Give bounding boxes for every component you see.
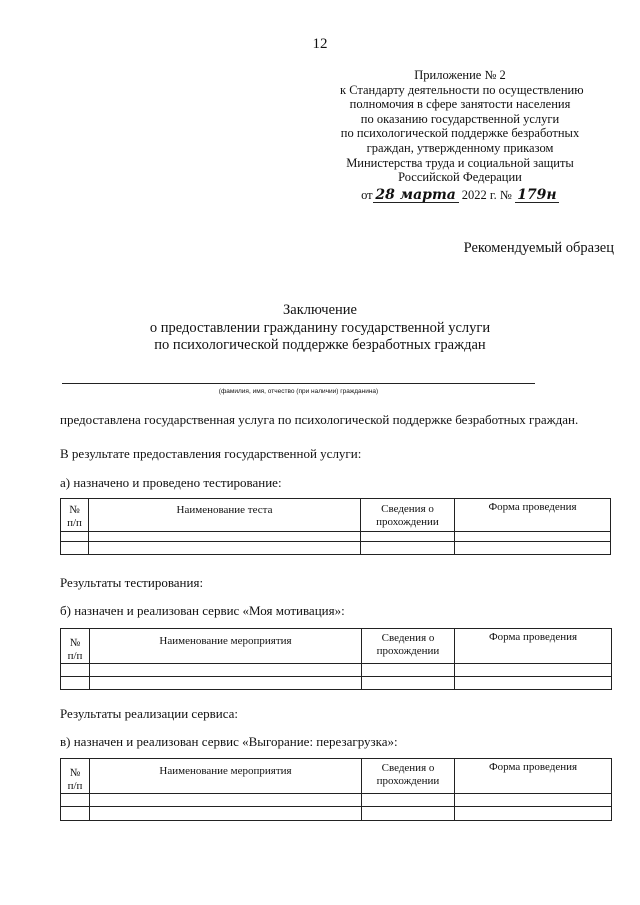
table-header-row (61, 499, 611, 532)
col-info-label: Сведения о (381, 503, 434, 515)
table-cell[interactable] (90, 664, 362, 677)
appendix-line: по оказанию государственной услуги (360, 111, 560, 126)
citizen-name-caption: (фамилия, имя, отчество (при наличии) гражданина) (218, 388, 379, 395)
title-line: Заключение (283, 302, 357, 318)
table-cell[interactable] (90, 807, 362, 821)
table-row (61, 794, 612, 807)
table-cell[interactable] (362, 664, 455, 677)
col-info-label: прохождении (376, 516, 439, 528)
burnout-table (60, 758, 612, 821)
order-from: от (361, 187, 373, 202)
col-number-header (61, 759, 90, 794)
col-info-label: прохождении (376, 645, 440, 657)
table-row (61, 677, 612, 690)
table-cell[interactable] (90, 794, 362, 807)
appendix-line: Министерства труда и социальной защиты (346, 155, 574, 170)
table-header-row (61, 629, 612, 664)
appendix-line: по психологической поддержке безработных (340, 126, 580, 141)
appendix-line: Приложение № 2 (414, 68, 506, 82)
table-header-row (61, 759, 612, 794)
table-cell[interactable] (89, 542, 361, 555)
appendix-line: Российской Федерации (398, 170, 522, 185)
order-number-handwritten: 179н (515, 188, 559, 203)
table-cell[interactable] (362, 807, 455, 821)
col-info-label: Сведения о (381, 632, 435, 644)
col-form-header: Форма проведения (455, 629, 612, 664)
title-line: по психологической поддержке безработных граждан (154, 337, 486, 353)
col-name-header: Наименование теста (89, 499, 361, 532)
appendix-line: полномочия в сфере занятости населения (349, 97, 571, 112)
col-number-label: п/п (67, 650, 83, 662)
table-cell[interactable] (90, 677, 362, 690)
table-cell[interactable] (61, 807, 90, 821)
table-cell[interactable] (61, 794, 90, 807)
col-info-header (361, 499, 455, 532)
table-cell[interactable] (455, 542, 611, 555)
recommended-sample: Рекомендуемый образец (463, 240, 614, 256)
section-c-heading: в) назначен и реализован сервис «Выгорание: перезагрузка»: (60, 734, 398, 749)
document-title (0, 302, 640, 355)
col-number-label: № (69, 637, 81, 649)
col-info-header (362, 759, 455, 794)
table-cell[interactable] (455, 794, 612, 807)
col-number-label: № (69, 767, 81, 779)
col-number-label: п/п (67, 517, 82, 529)
order-year: 2022 г. № (461, 187, 512, 202)
order-date-handwritten: 28 марта (373, 188, 459, 203)
result-intro: В результате предоставления государственной услуги: (60, 446, 362, 461)
table-row (61, 807, 612, 821)
appendix-line: к Стандарту деятельности по осуществлению (340, 82, 584, 97)
col-name-header: Наименование мероприятия (90, 629, 362, 664)
col-name-header: Наименование мероприятия (90, 759, 362, 794)
section-b-results: Результаты реализации сервиса: (60, 706, 239, 721)
page-number: 12 (312, 36, 328, 52)
table-row (61, 532, 611, 542)
table-cell[interactable] (455, 807, 612, 821)
col-info-label: прохождении (376, 775, 440, 787)
table-cell[interactable] (455, 677, 612, 690)
col-number-header (61, 499, 89, 532)
table-cell[interactable] (455, 532, 611, 542)
table-cell[interactable] (455, 664, 612, 677)
testing-table (60, 498, 611, 555)
col-form-header: Форма проведения (455, 499, 611, 532)
citizen-name-line (62, 383, 535, 384)
table-cell[interactable] (362, 677, 455, 690)
section-b-heading: б) назначен и реализован сервис «Моя мотивация»: (60, 603, 345, 618)
col-number-label: № (69, 504, 80, 516)
table-cell[interactable] (61, 677, 90, 690)
table-cell[interactable] (61, 542, 89, 555)
appendix-line: граждан, утвержденному приказом (366, 140, 554, 155)
table-cell[interactable] (362, 794, 455, 807)
table-cell[interactable] (61, 532, 89, 542)
table-cell[interactable] (361, 532, 455, 542)
appendix-header (340, 68, 584, 203)
table-row (61, 664, 612, 677)
col-form-header: Форма проведения (455, 759, 612, 794)
order-line (340, 188, 580, 203)
table-row (61, 542, 611, 555)
table-cell[interactable] (61, 664, 90, 677)
motivation-table (60, 628, 612, 690)
col-number-header (61, 629, 90, 664)
title-line: о предоставлении гражданину государственной услуги (149, 319, 491, 336)
col-info-header (362, 629, 455, 664)
col-info-label: Сведения о (381, 762, 435, 774)
table-cell[interactable] (361, 542, 455, 555)
table-cell[interactable] (89, 532, 361, 542)
section-a-heading: а) назначено и проведено тестирование: (60, 475, 282, 490)
provided-text: предоставлена государственная услуга по психологической поддержке безработных граждан. (60, 412, 579, 427)
col-number-label: п/п (67, 780, 83, 792)
section-a-results: Результаты тестирования: (60, 575, 204, 590)
